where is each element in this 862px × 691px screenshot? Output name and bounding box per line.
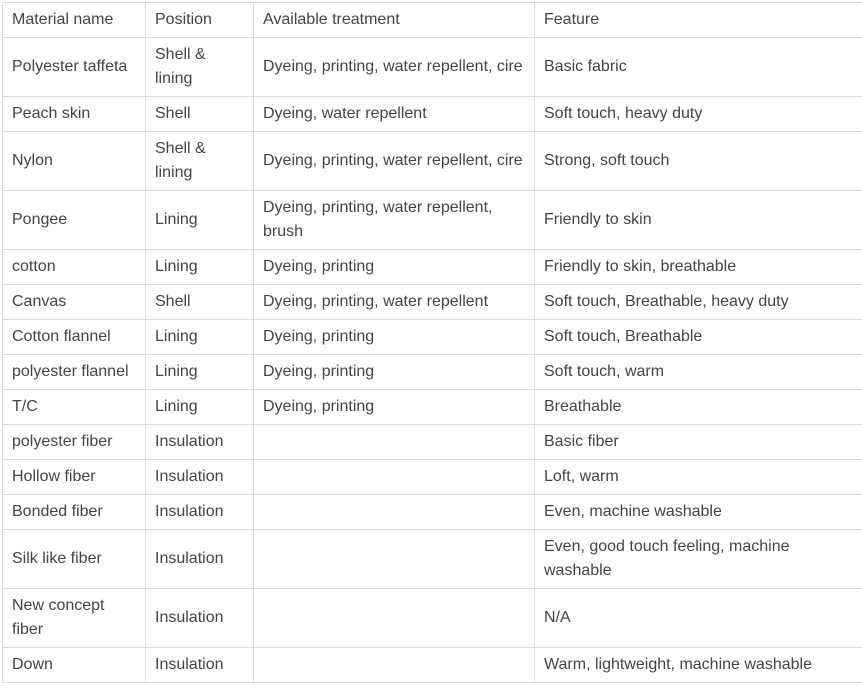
cell-material: Canvas bbox=[3, 285, 146, 320]
cell-material: cotton bbox=[3, 250, 146, 285]
table-row bbox=[3, 530, 862, 589]
table-row bbox=[3, 390, 862, 425]
cell-treatment bbox=[254, 530, 535, 589]
cell-position: Insulation bbox=[146, 425, 254, 460]
cell-feature: Warm, lightweight, machine washable bbox=[535, 648, 862, 683]
header-feature: Feature bbox=[535, 3, 862, 38]
header-row bbox=[3, 3, 862, 38]
cell-feature: Friendly to skin bbox=[535, 191, 862, 250]
table-row bbox=[3, 648, 862, 683]
cell-treatment: Dyeing, printing, water repellent, cire bbox=[254, 132, 535, 191]
cell-material: Nylon bbox=[3, 132, 146, 191]
cell-material: T/C bbox=[3, 390, 146, 425]
cell-position: Lining bbox=[146, 191, 254, 250]
cell-position: Insulation bbox=[146, 648, 254, 683]
cell-feature: Soft touch, warm bbox=[535, 355, 862, 390]
cell-position: Lining bbox=[146, 390, 254, 425]
table-row bbox=[3, 460, 862, 495]
cell-feature: Friendly to skin, breathable bbox=[535, 250, 862, 285]
cell-position: Insulation bbox=[146, 460, 254, 495]
cell-feature: Basic fabric bbox=[535, 38, 862, 97]
cell-material: Silk like fiber bbox=[3, 530, 146, 589]
cell-treatment bbox=[254, 425, 535, 460]
materials-table bbox=[2, 2, 862, 683]
cell-treatment: Dyeing, water repellent bbox=[254, 97, 535, 132]
cell-treatment: Dyeing, printing, water repellent, cire bbox=[254, 38, 535, 97]
cell-position: Shell & lining bbox=[146, 38, 254, 97]
cell-feature: Even, good touch feeling, machine washable bbox=[535, 530, 862, 589]
cell-feature: Soft touch, Breathable, heavy duty bbox=[535, 285, 862, 320]
cell-position: Insulation bbox=[146, 589, 254, 648]
cell-feature: N/A bbox=[535, 589, 862, 648]
cell-treatment: Dyeing, printing bbox=[254, 390, 535, 425]
cell-material: Polyester taffeta bbox=[3, 38, 146, 97]
table-row bbox=[3, 355, 862, 390]
cell-position: Lining bbox=[146, 250, 254, 285]
cell-treatment bbox=[254, 648, 535, 683]
cell-treatment bbox=[254, 495, 535, 530]
table-row bbox=[3, 589, 862, 648]
cell-feature: Basic fiber bbox=[535, 425, 862, 460]
cell-feature: Loft, warm bbox=[535, 460, 862, 495]
cell-material: New concept fiber bbox=[3, 589, 146, 648]
cell-material: Bonded fiber bbox=[3, 495, 146, 530]
cell-treatment bbox=[254, 460, 535, 495]
cell-position: Shell bbox=[146, 97, 254, 132]
cell-feature: Strong, soft touch bbox=[535, 132, 862, 191]
cell-material: Peach skin bbox=[3, 97, 146, 132]
cell-treatment: Dyeing, printing, water repellent, brush bbox=[254, 191, 535, 250]
cell-position: Lining bbox=[146, 320, 254, 355]
cell-treatment: Dyeing, printing, water repellent bbox=[254, 285, 535, 320]
cell-feature: Soft touch, Breathable bbox=[535, 320, 862, 355]
cell-material: Hollow fiber bbox=[3, 460, 146, 495]
header-available-treatment: Available treatment bbox=[254, 3, 535, 38]
cell-position: Insulation bbox=[146, 495, 254, 530]
table-row bbox=[3, 97, 862, 132]
cell-position: Insulation bbox=[146, 530, 254, 589]
table-row bbox=[3, 250, 862, 285]
table-body bbox=[3, 38, 862, 683]
header-material-name: Material name bbox=[3, 3, 146, 38]
table-row bbox=[3, 285, 862, 320]
table-header bbox=[3, 3, 862, 38]
cell-feature: Soft touch, heavy duty bbox=[535, 97, 862, 132]
cell-material: Down bbox=[3, 648, 146, 683]
table-row bbox=[3, 191, 862, 250]
table-row bbox=[3, 38, 862, 97]
cell-treatment: Dyeing, printing bbox=[254, 355, 535, 390]
cell-position: Shell & lining bbox=[146, 132, 254, 191]
cell-treatment: Dyeing, printing bbox=[254, 320, 535, 355]
header-position: Position bbox=[146, 3, 254, 38]
cell-material: polyester fiber bbox=[3, 425, 146, 460]
cell-treatment: Dyeing, printing bbox=[254, 250, 535, 285]
table-row bbox=[3, 320, 862, 355]
table-row bbox=[3, 495, 862, 530]
cell-position: Shell bbox=[146, 285, 254, 320]
cell-treatment bbox=[254, 589, 535, 648]
cell-feature: Breathable bbox=[535, 390, 862, 425]
table-row bbox=[3, 132, 862, 191]
cell-material: Pongee bbox=[3, 191, 146, 250]
cell-feature: Even, machine washable bbox=[535, 495, 862, 530]
table-row bbox=[3, 425, 862, 460]
cell-material: polyester flannel bbox=[3, 355, 146, 390]
cell-material: Cotton flannel bbox=[3, 320, 146, 355]
cell-position: Lining bbox=[146, 355, 254, 390]
